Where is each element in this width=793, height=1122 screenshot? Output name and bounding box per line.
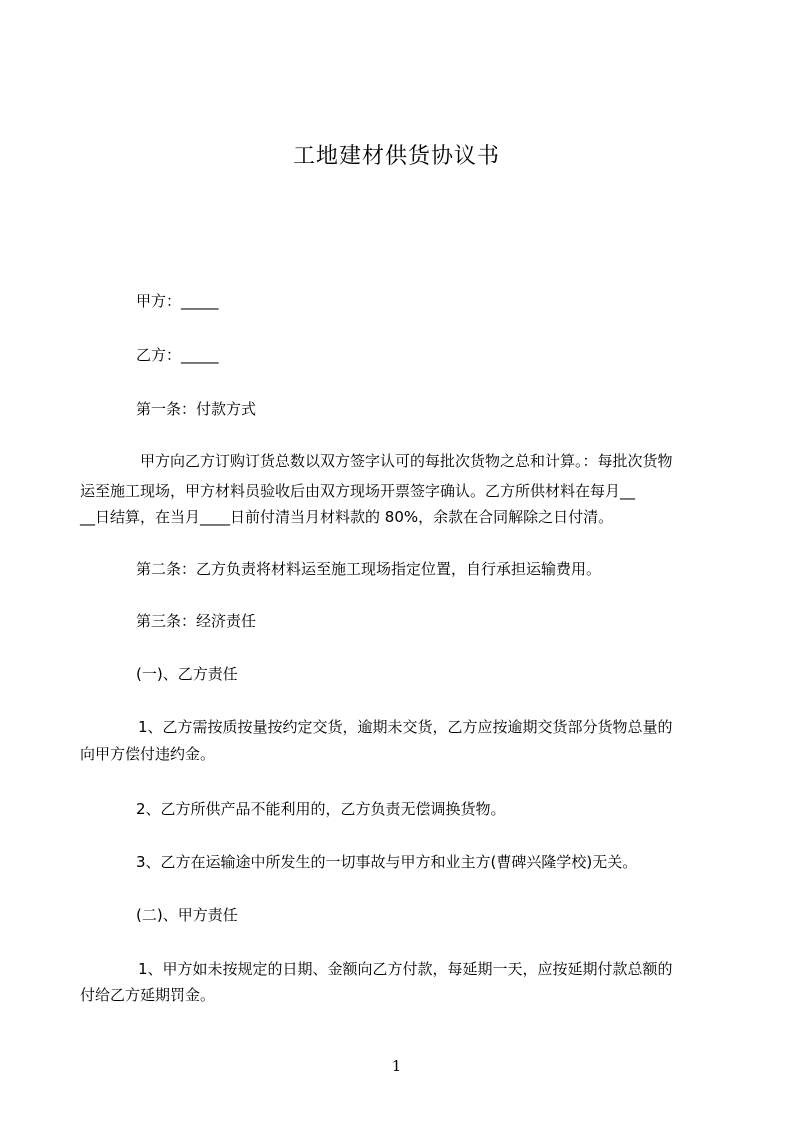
- article1-body-line-2: 运至施工现场，甲方材料员验收后由双方现场开票签字确认。乙方所供材料在每月__: [80, 482, 636, 500]
- section1-item2: 2、乙方所供产品不能利用的，乙方负责无偿调换货物。: [136, 800, 506, 818]
- section2-item1-line-2: 付给乙方延期罚金。: [80, 986, 216, 1004]
- party-b: 乙方：_____: [136, 346, 219, 364]
- section1-heading: (一)、乙方责任: [136, 665, 238, 683]
- section1-item1-line-2: 向甲方偿付违约金。: [80, 745, 216, 763]
- article2: 第二条：乙方负责将材料运至施工现场指定位置，自行承担运输费用。: [136, 560, 602, 578]
- document-title: 工地建材供货协议书: [292, 144, 500, 169]
- section1-item3: 3、乙方在运输途中所发生的一切事故与甲方和业主方(曹碑兴隆学校)无关。: [136, 853, 638, 871]
- article3-heading: 第三条：经济责任: [136, 612, 257, 630]
- party-a: 甲方：_____: [136, 292, 219, 310]
- article1-body-line-1: 甲方向乙方订购订货总数以双方签字认可的每批次货物之总和计算。：每批次货物: [140, 452, 673, 470]
- article1-body-line-3: __日结算，在当月____日前付清当月材料款的 80%，余款在合同解除之日付清。: [80, 508, 614, 526]
- page-number: 1: [391, 1057, 402, 1075]
- article1-heading: 第一条：付款方式: [136, 400, 257, 418]
- section1-item1-line-1: 1、乙方需按质按量按约定交货，逾期未交货，乙方应按逾期交货部分货物总量的: [138, 718, 673, 736]
- section2-item1-line-1: 1、甲方如未按规定的日期、金额向乙方付款，每延期一天，应按延期付款总额的: [138, 960, 673, 978]
- section2-heading: (二)、甲方责任: [136, 906, 238, 924]
